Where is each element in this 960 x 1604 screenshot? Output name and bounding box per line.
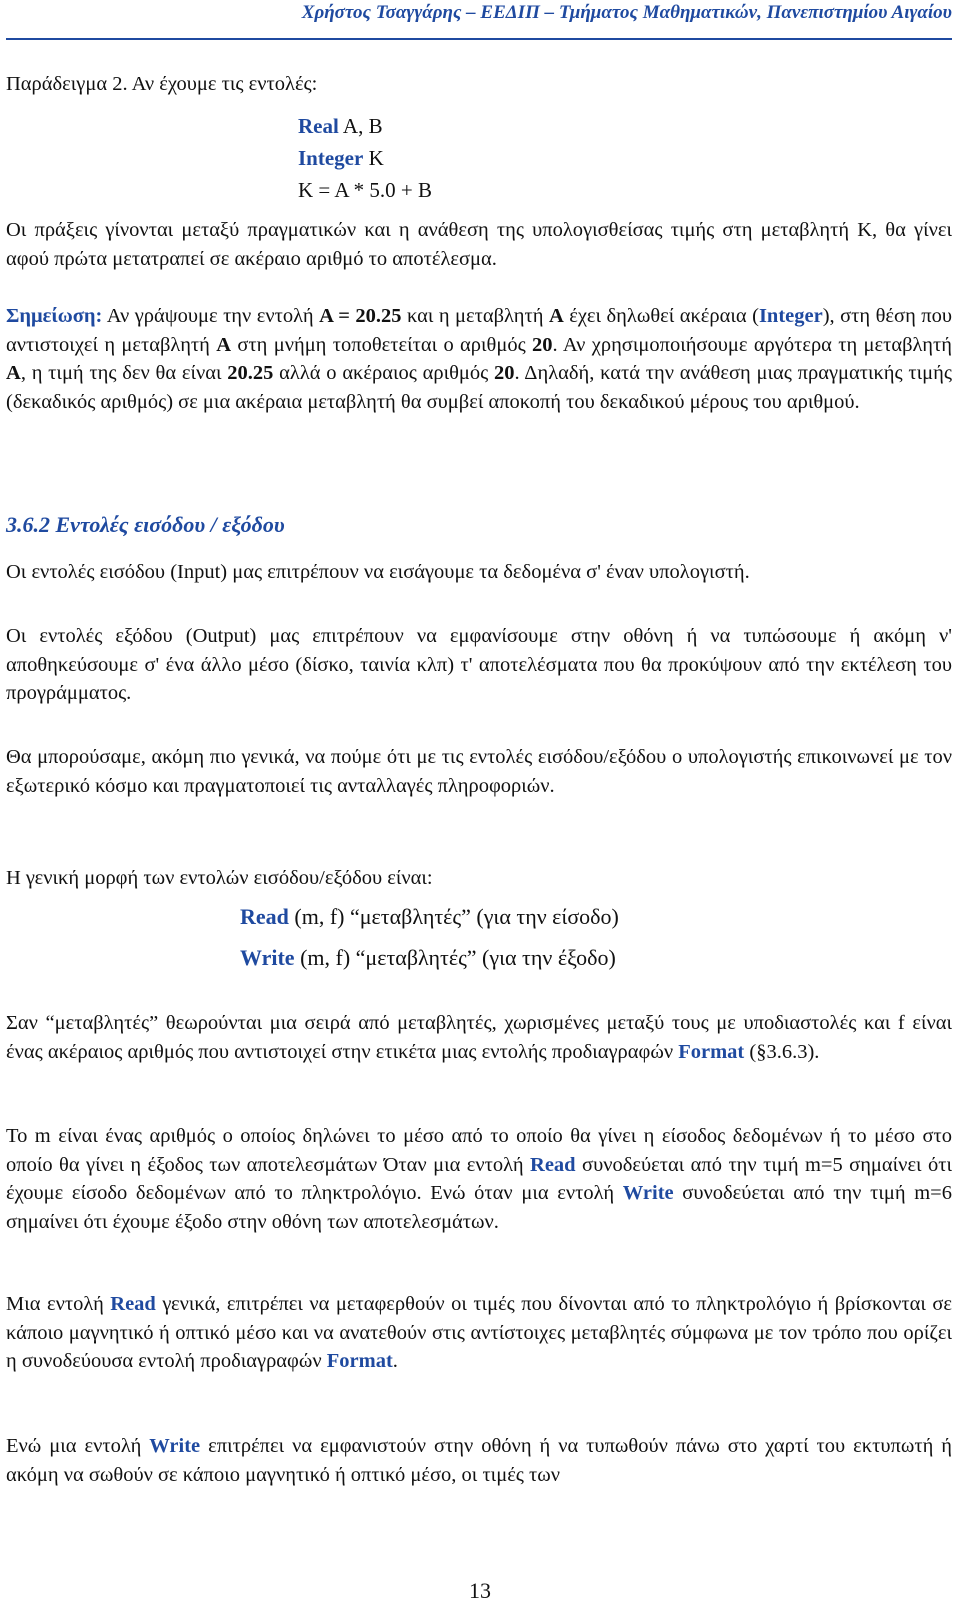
- keyword-read: Read: [110, 1293, 156, 1315]
- example-code-line-2: [298, 142, 384, 174]
- example-intro: Παράδειγμα 2. Αν έχουμε τις εντολές:: [6, 73, 318, 95]
- paragraph-general-form: Η γενική μορφή των εντολών εισόδου/εξόδου είναι:: [6, 867, 433, 889]
- keyword-read: Read: [240, 904, 289, 929]
- bold-text: 20: [494, 362, 515, 384]
- syntax-read: [240, 904, 619, 930]
- keyword-write: Write: [240, 945, 295, 970]
- paragraph-output: Οι εντολές εξόδου (Output) μας επιτρέπουν να εμφανίσουμε στην οθόνη ή να τυπώσουμε ή ακόμη ν' αποθηκεύσουμε σ' ένα άλλο μέσο (δίσκο, ταινία κλπ) τ' αποτελέσματα που θα προκύψουν από την εκτέλεση του προγράμματος.: [6, 625, 952, 704]
- keyword-real: Real: [298, 114, 339, 138]
- bold-text: 20.25: [227, 362, 274, 384]
- keyword-read: Read: [530, 1153, 576, 1176]
- keyword-integer: Integer: [758, 305, 823, 327]
- text: .: [392, 1350, 398, 1372]
- keyword-format: Format: [678, 1040, 745, 1063]
- page-number: 13: [469, 1578, 491, 1603]
- example-code-line-1: [298, 110, 383, 142]
- header-rule: [6, 38, 952, 40]
- keyword-write: Write: [149, 1435, 201, 1457]
- text: Σαν “μεταβλητές” θεωρούνται μια σειρά από μεταβλητές, χωρισμένες μεταξύ τους με υποδιαστολές και f είναι ένας ακέραιος αριθμός που αντιστοιχεί στην ετικέτα μιας εντολής προδιαγραφών: [6, 1012, 952, 1063]
- text: συνοδεύεται από την τιμή m=6 σημαίνει ότι έχουμε έξοδο στην οθόνη των αποτελεσμάτων.: [6, 1182, 952, 1233]
- text: Το m είναι ένας αριθμός ο οποίος δηλώνει το μέσο από το οποίο θα γίνει η είσοδος δεδομένων ή το μέσο στο οποίο θα γίνει η έξοδος των αποτελεσμάτων Όταν μια εντολή: [6, 1125, 952, 1176]
- paragraph-write: [6, 1432, 952, 1489]
- syntax-read-rest: (m, f) “μεταβλητές” (για την είσοδο): [288, 904, 619, 929]
- keyword-integer: Integer: [298, 146, 364, 170]
- syntax-write-rest: (m, f) “μεταβλητές” (για την έξοδο): [294, 945, 616, 970]
- syntax-write: [240, 945, 616, 971]
- bold-text: A = 20.25: [319, 305, 402, 327]
- bold-text: A: [548, 305, 564, 327]
- text: έχει δηλωθεί ακέραια (: [563, 305, 759, 327]
- paragraph-m: [6, 1122, 952, 1236]
- text: και η μεταβλητή: [401, 305, 549, 327]
- example-code-line-3: K = A * 5.0 + B: [298, 178, 432, 202]
- paragraph-operations: Οι πράξεις γίνονται μεταξύ πραγματικών και η ανάθεση της υπολογισθείσας τιμής στη μεταβλητή K, θα γίνει αφού πρώτα μετατραπεί σε ακέραιο αριθμό το αποτέλεσμα.: [6, 219, 952, 270]
- keyword-write: Write: [622, 1182, 674, 1204]
- page-header: Χρήστος Τσαγγάρης – ΕΕΔΙΠ – Τμήματος Μαθηματικών, Πανεπιστημίου Αιγαίου: [301, 2, 952, 23]
- section-heading: 3.6.2 Εντολές εισόδου / εξόδου: [6, 512, 285, 537]
- paragraph-input: Οι εντολές εισόδου (Input) μας επιτρέπουν να εισάγουμε τα δεδομένα σ' έναν υπολογιστή.: [6, 561, 750, 583]
- code-vars: A, B: [338, 114, 383, 138]
- paragraph-variables: [6, 1009, 952, 1066]
- text: συνοδεύεται από την τιμή m=5 σημαίνει ότι έχουμε είσοδο δεδομένων από το πληκτρολόγιο. Ενώ όταν μια εντολή: [6, 1153, 952, 1204]
- text: γενικά, επιτρέπει να μεταφερθούν οι τιμές που δίνονται από το πληκτρολόγιο ή βρίσκονται σε κάποιο μαγνητικό ή οπτικό μέσο και να ανατεθούν στις αντίστοιχες μεταβλητές σύμφωνα με τον τρόπο που ορίζει η συνοδεύουσα εντολή προδιαγραφών: [6, 1293, 952, 1372]
- bold-text: 20: [532, 333, 553, 356]
- text: στη μνήμη τοποθετείται ο αριθμός: [231, 333, 533, 356]
- text: (§3.6.3).: [744, 1040, 820, 1063]
- paragraph-note: [6, 302, 952, 416]
- paragraph-general: Θα μπορούσαμε, ακόμη πιο γενικά, να πούμε ότι με τις εντολές εισόδου/εξόδου ο υπολογιστής επικοινωνεί με τον εξωτερικό κόσμο και πραγματοποιεί τις ανταλλαγές πληροφοριών.: [6, 746, 952, 797]
- keyword-format: Format: [326, 1350, 393, 1372]
- bold-text: A: [216, 333, 232, 356]
- text: επιτρέπει να εμφανιστούν στην οθόνη ή να τυπωθούν πάνω στο χαρτί του εκτυπωτή ή ακόμη να σωθούν σε κάποιο μαγνητικό ή οπτικό μέσο, οι τιμές των: [6, 1435, 952, 1486]
- text: , η τιμή της δεν θα είναι: [20, 362, 228, 384]
- text: Μια εντολή: [6, 1293, 111, 1315]
- text: ), στη θέση που αντιστοιχεί η μεταβλητή: [6, 305, 953, 356]
- text: . Δηλαδή, κατά την ανάθεση μιας πραγματικής τιμής (δεκαδικός αριθμός) σε μια ακέραια μεταβλητή θα συμβεί αποκοπή του δεκαδικού μέρους του αριθμού.: [6, 362, 952, 413]
- text: Αν γράψουμε την εντολή: [102, 305, 320, 327]
- bold-text: A: [6, 362, 21, 384]
- text: αλλά ο ακέραιος αριθμός: [273, 362, 495, 384]
- paragraph-read: [6, 1290, 952, 1376]
- text: . Αν χρησιμοποιήσουμε αργότερα τη μεταβλητή: [552, 333, 952, 356]
- code-vars: K: [363, 146, 384, 170]
- text: Ενώ μια εντολή: [6, 1435, 150, 1457]
- note-label: Σημείωση:: [6, 305, 103, 327]
